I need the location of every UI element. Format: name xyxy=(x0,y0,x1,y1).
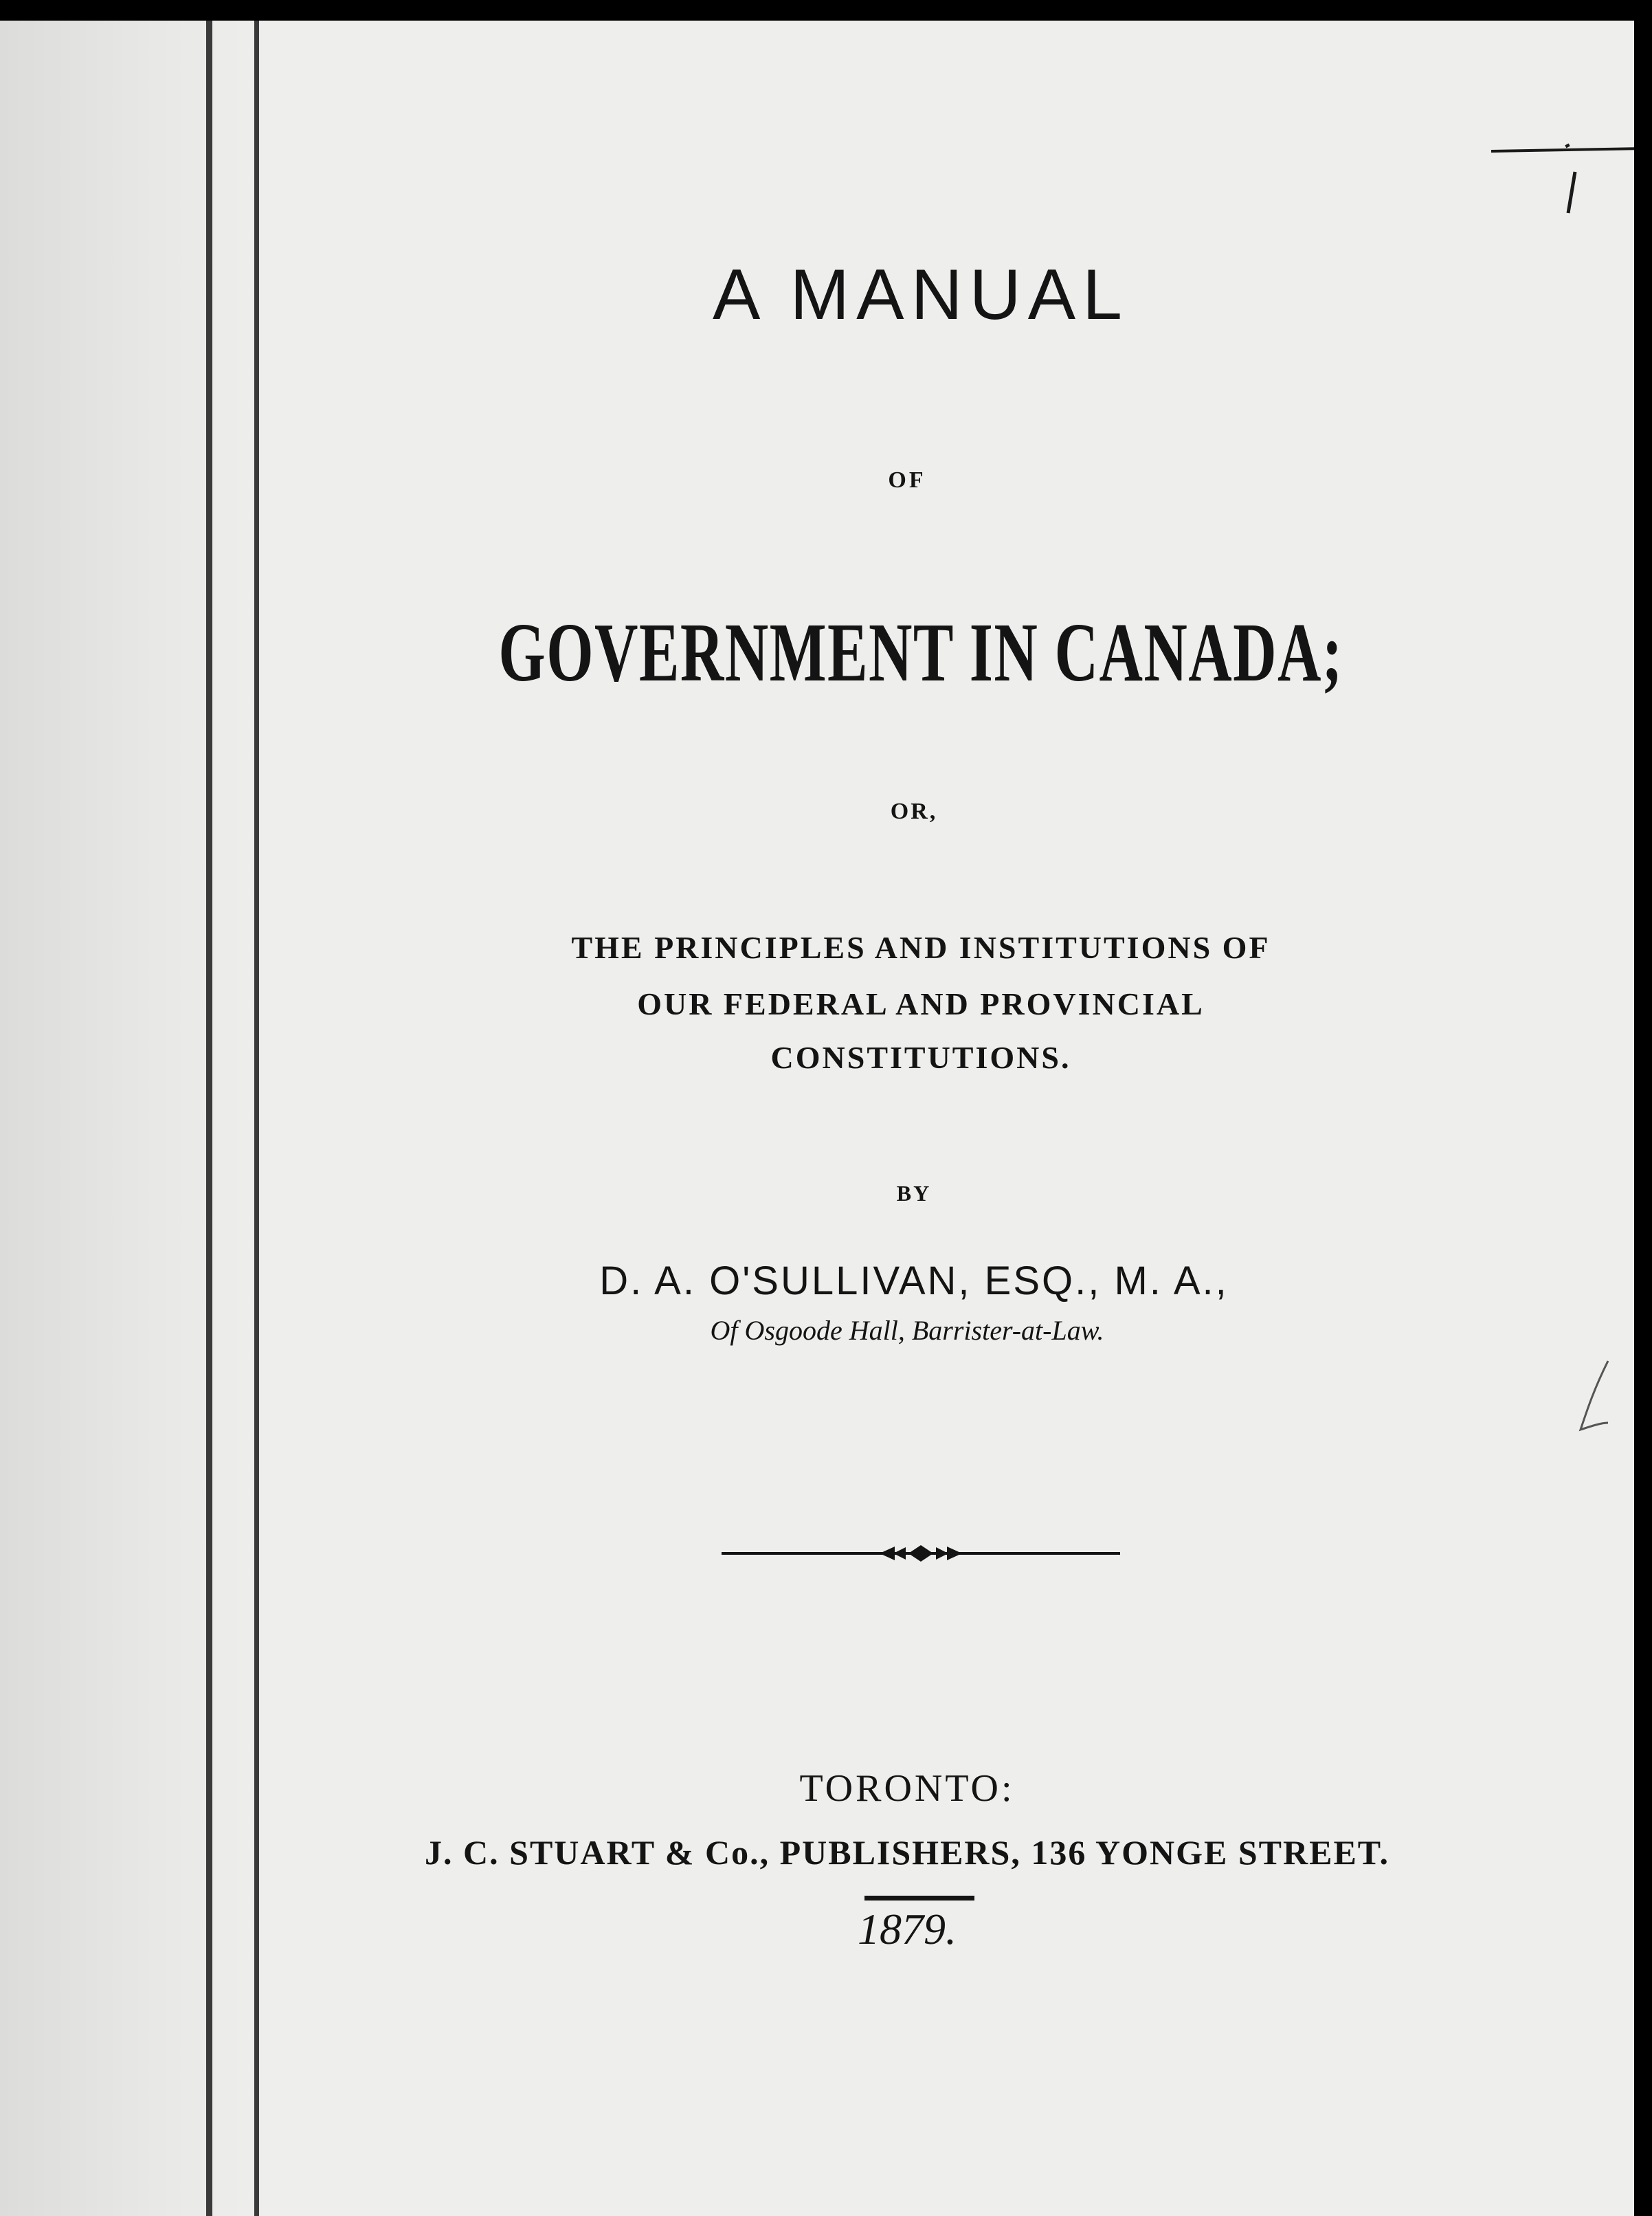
pencil-mark xyxy=(1560,1354,1622,1464)
ornamental-divider xyxy=(722,1540,1120,1567)
binding-fold-line xyxy=(206,21,212,2216)
publication-year: 1879. xyxy=(858,1905,957,1953)
author-name: D. A. O'SULLIVAN, ESQ., M. A., xyxy=(599,1259,1229,1303)
publication-city: TORONTO: xyxy=(799,1767,1015,1810)
binding-shadow xyxy=(0,21,261,2216)
title-line-1: A MANUAL xyxy=(713,255,1129,335)
title-of: OF xyxy=(888,467,926,493)
main-title: GOVERNMENT IN CANADA; xyxy=(498,606,1343,699)
subtitle-line-3: CONSTITUTIONS. xyxy=(770,1040,1071,1075)
publisher-line: J. C. STUART & Co., PUBLISHERS, 136 YONGE STREET. xyxy=(425,1833,1389,1872)
author-role: Of Osgoode Hall, Barrister-at-Law. xyxy=(710,1315,1104,1346)
title-or: OR, xyxy=(890,799,938,824)
paper-sheet xyxy=(0,21,1634,2216)
binding-edge-line xyxy=(254,21,259,2216)
separator-rule xyxy=(864,1896,974,1901)
subtitle-line-1: THE PRINCIPLES AND INSTITUTIONS OF xyxy=(571,930,1271,965)
subtitle-line-2: OUR FEDERAL AND PROVINCIAL xyxy=(637,986,1205,1021)
handwritten-page-number xyxy=(1484,124,1634,234)
byline-label: BY xyxy=(896,1181,932,1206)
